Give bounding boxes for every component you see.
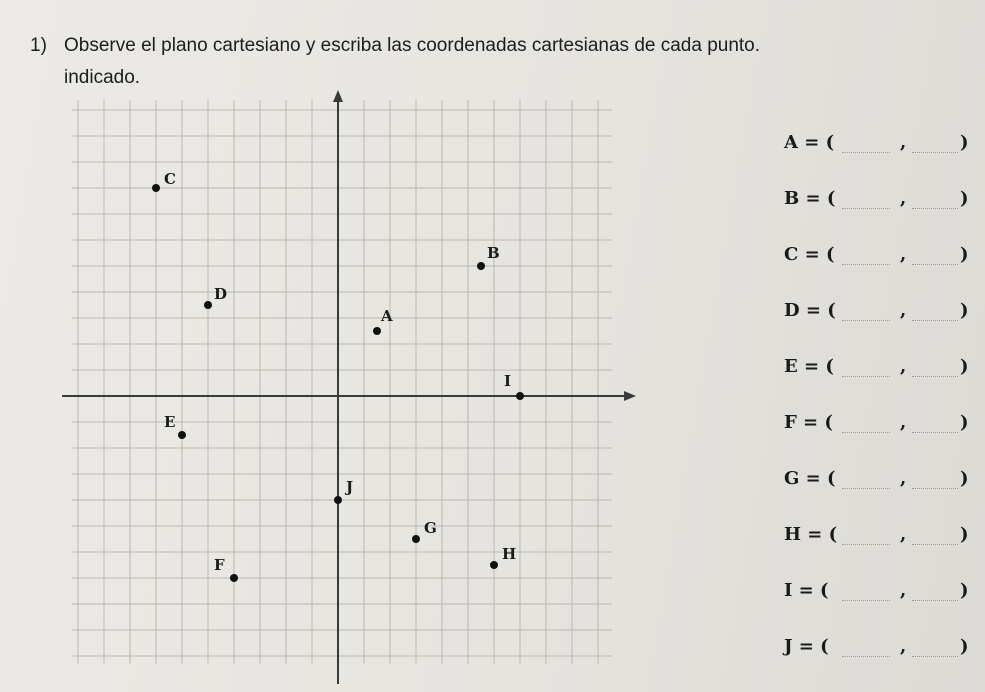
answer-y-blank[interactable]: [912, 600, 958, 601]
answer-close-paren: ): [960, 468, 969, 489]
point-label-e: E: [164, 413, 176, 431]
answer-x-blank[interactable]: [842, 656, 890, 657]
answer-label: B = (: [784, 188, 836, 209]
answer-label: H = (: [784, 524, 838, 545]
answer-comma: ,: [900, 412, 907, 433]
answer-close-paren: ): [960, 524, 969, 545]
y-axis-arrow: [333, 90, 343, 102]
question-text-line2: indicado.: [64, 67, 141, 88]
question-number: 1): [30, 35, 47, 56]
answer-close-paren: ): [960, 412, 969, 433]
answer-comma: ,: [900, 188, 907, 209]
answer-row-h: [760, 524, 970, 554]
answer-y-blank[interactable]: [912, 320, 958, 321]
answer-label: I = (: [784, 580, 829, 601]
answer-y-blank[interactable]: [912, 656, 958, 657]
point-b: [477, 262, 485, 270]
answer-x-blank[interactable]: [842, 544, 890, 545]
answer-label: E = (: [784, 356, 834, 377]
answer-x-blank[interactable]: [842, 208, 890, 209]
answer-y-blank[interactable]: [912, 544, 958, 545]
answer-x-blank[interactable]: [842, 600, 890, 601]
answer-label: J = (: [784, 636, 829, 657]
point-j: [334, 496, 342, 504]
answer-close-paren: ): [960, 580, 969, 601]
answer-row-j: [760, 636, 970, 666]
point-label-g: G: [424, 519, 437, 537]
point-c: [152, 184, 160, 192]
answer-x-blank[interactable]: [842, 320, 890, 321]
answer-comma: ,: [900, 580, 907, 601]
answer-y-blank[interactable]: [912, 432, 958, 433]
point-label-b: B: [487, 244, 500, 262]
answer-row-g: [760, 468, 970, 498]
answer-x-blank[interactable]: [842, 488, 890, 489]
point-i: [516, 392, 524, 400]
point-label-f: F: [214, 556, 225, 574]
answer-row-a: [760, 132, 970, 162]
point-label-i: I: [504, 372, 512, 390]
answer-close-paren: ): [960, 300, 969, 321]
answer-comma: ,: [900, 468, 907, 489]
point-label-h: H: [502, 545, 517, 563]
answer-close-paren: ): [960, 636, 969, 657]
answer-x-blank[interactable]: [842, 264, 890, 265]
question-text-line1: Observe el plano cartesiano y escriba las coordenadas cartesianas de cada punto.: [64, 35, 761, 56]
x-axis-arrow: [624, 391, 636, 401]
point-label-a: A: [381, 307, 393, 325]
answer-close-paren: ): [960, 356, 969, 377]
answer-comma: ,: [900, 524, 907, 545]
answer-comma: ,: [900, 132, 907, 153]
answer-close-paren: ): [960, 188, 969, 209]
answer-row-i: [760, 580, 970, 610]
answer-close-paren: ): [960, 244, 969, 265]
answer-x-blank[interactable]: [842, 376, 890, 377]
answer-comma: ,: [900, 300, 907, 321]
point-f: [230, 574, 238, 582]
answer-label: F = (: [784, 412, 833, 433]
point-a: [373, 327, 381, 335]
answer-row-c: [760, 244, 970, 274]
answer-label: D = (: [784, 300, 836, 321]
answer-label: A = (: [784, 132, 835, 153]
answer-comma: ,: [900, 636, 907, 657]
point-label-j: J: [346, 478, 354, 496]
answer-label: G = (: [784, 468, 836, 489]
answer-y-blank[interactable]: [912, 152, 958, 153]
answer-close-paren: ): [960, 132, 969, 153]
answer-y-blank[interactable]: [912, 264, 958, 265]
point-label-c: C: [164, 170, 176, 188]
answer-comma: ,: [900, 244, 907, 265]
answer-row-b: [760, 188, 970, 218]
answer-x-blank[interactable]: [842, 152, 890, 153]
point-e: [178, 431, 186, 439]
answer-y-blank[interactable]: [912, 208, 958, 209]
answer-y-blank[interactable]: [912, 376, 958, 377]
point-d: [204, 301, 212, 309]
answer-row-d: [760, 300, 970, 330]
point-g: [412, 535, 420, 543]
answer-label: C = (: [784, 244, 835, 265]
answer-x-blank[interactable]: [842, 432, 890, 433]
point-label-d: D: [214, 285, 228, 303]
answer-comma: ,: [900, 356, 907, 377]
point-h: [490, 561, 498, 569]
answer-row-f: [760, 412, 970, 442]
answer-y-blank[interactable]: [912, 488, 958, 489]
answer-row-e: [760, 356, 970, 386]
